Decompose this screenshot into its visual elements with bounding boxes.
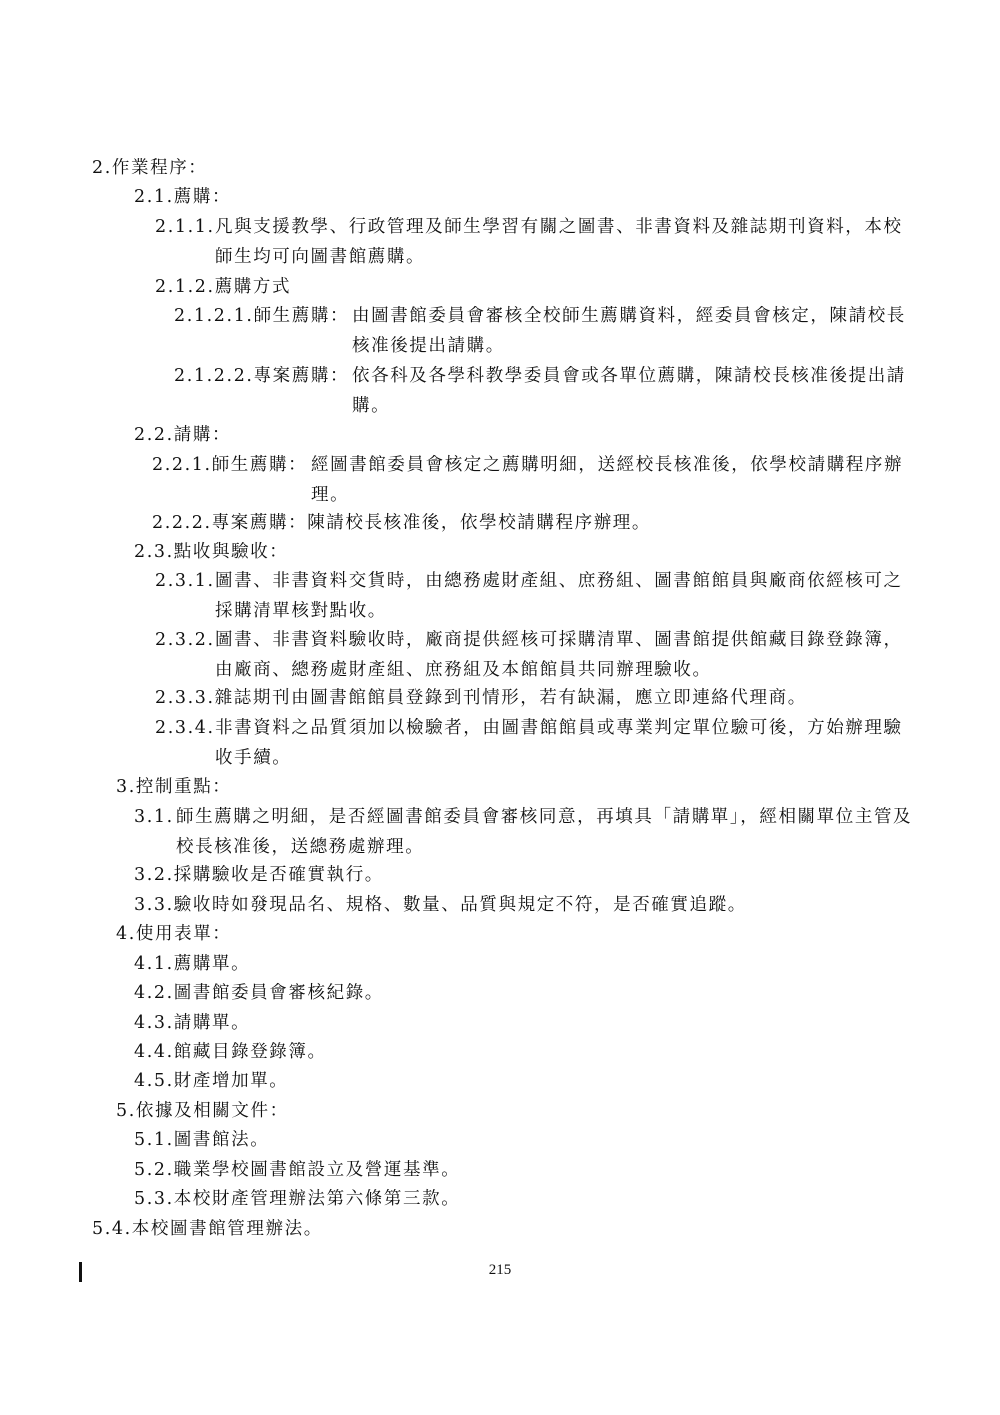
item-number: 2.3.2. <box>155 630 215 650</box>
section-4-4: 4.4.館藏目錄登錄簿。 <box>134 1042 327 1062</box>
section-5-4: 5.4.本校圖書館管理辦法。 <box>92 1219 323 1239</box>
section-2-1-2-2 <box>174 365 917 421</box>
section-3-2: 3.2.採購驗收是否確實執行。 <box>134 865 384 885</box>
section-2-3-2 <box>155 629 915 685</box>
section-2-3-heading: 2.3.點收與驗收： <box>134 542 289 562</box>
section-4-5: 4.5.財產增加單。 <box>134 1071 289 1091</box>
section-4-heading: 4.使用表單： <box>116 924 232 944</box>
section-2-1-heading: 2.1.薦購： <box>134 187 232 207</box>
section-4-2: 4.2.圖書館委員會審核紀錄。 <box>134 983 384 1003</box>
item-text: 凡與支援教學、行政管理及師生學習有關之圖書、非書資料及雜誌期刊資料，本校師生均可向圖書館薦購。 <box>215 217 903 267</box>
section-4-3: 4.3.請購單。 <box>134 1013 251 1033</box>
item-number: 2.2.1.師生薦購： <box>152 455 308 475</box>
section-5-heading: 5.依據及相關文件： <box>116 1101 289 1121</box>
item-number: 2.1.2.2.專案薦購： <box>174 366 350 386</box>
item-text: 非書資料之品質須加以檢驗者，由圖書館館員或專業判定單位驗可後，方始辦理驗收手續。 <box>215 718 903 768</box>
item-text: 經圖書館委員會核定之薦購明細，送經校長核准後，依學校請購程序辦理。 <box>311 455 904 505</box>
item-number: 2.3.4. <box>155 718 215 738</box>
page-number: 215 <box>488 1262 512 1278</box>
item-text: 圖書、非書資料交貨時，由總務處財產組、庶務組、圖書館館員與廠商依經核可之採購清單核對點收。 <box>215 571 903 621</box>
item-text: 由圖書館委員會審核全校師生薦購資料，經委員會核定，陳請校長核准後提出請購。 <box>352 306 906 356</box>
section-2-1-1 <box>155 216 915 272</box>
section-2-3-3: 2.3.3.雜誌期刊由圖書館館員登錄到刊情形，若有缺漏，應立即連絡代理商。 <box>155 688 807 708</box>
section-5-3: 5.3.本校財產管理辦法第六條第三款。 <box>134 1189 461 1209</box>
item-number: 2.3.1. <box>155 571 215 591</box>
item-number: 3.1. <box>134 807 174 827</box>
section-3-heading: 3.控制重點： <box>116 777 232 797</box>
section-5-1: 5.1.圖書館法。 <box>134 1130 270 1150</box>
section-2-2-heading: 2.2.請購： <box>134 425 232 445</box>
item-text: 圖書、非書資料驗收時，廠商提供經核可採購清單、圖書館提供館藏目錄登錄簿，由廠商、總務處財產組、庶務組及本館館員共同辦理驗收。 <box>215 630 903 680</box>
section-2-1-2-1 <box>174 305 917 361</box>
section-2-3-1 <box>155 570 915 626</box>
item-number: 2.1.1. <box>155 217 215 237</box>
section-2-heading: 2.作業程序： <box>92 158 208 178</box>
section-3-3: 3.3.驗收時如發現品名、規格、數量、品質與規定不符，是否確實追蹤。 <box>134 895 747 915</box>
section-2-2-1 <box>152 454 916 510</box>
section-5-2: 5.2.職業學校圖書館設立及營運基準。 <box>134 1160 461 1180</box>
section-4-1: 4.1.薦購單。 <box>134 954 251 974</box>
section-2-2-2: 2.2.2.專案薦購：陳請校長核准後，依學校請購程序辦理。 <box>152 513 651 533</box>
item-text: 依各科及各學科教學委員會或各單位薦購，陳請校長核准後提出請購。 <box>352 366 906 416</box>
item-text: 師生薦購之明細，是否經圖書館委員會審核同意，再填具「請購單」，經相關單位主管及校長核准後，送總務處辦理。 <box>176 807 913 857</box>
section-2-1-2: 2.1.2.薦購方式 <box>155 277 292 297</box>
section-2-3-4 <box>155 717 915 773</box>
item-number: 2.1.2.1.師生薦購： <box>174 306 350 326</box>
section-3-1 <box>134 806 916 862</box>
